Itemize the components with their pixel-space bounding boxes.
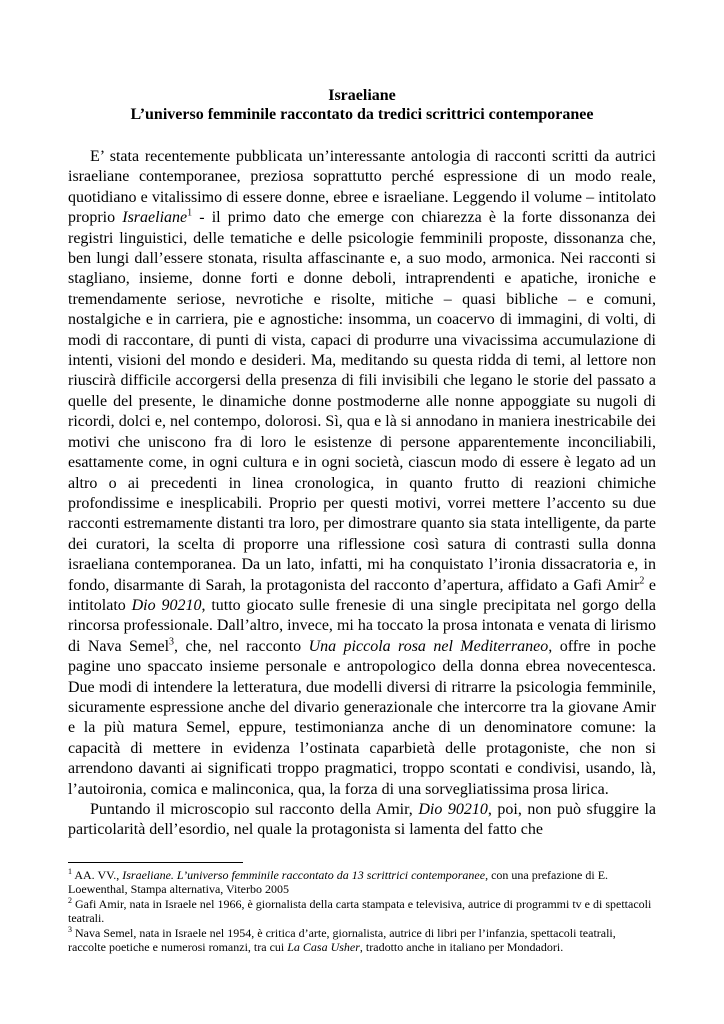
title-line-1: Israeliane: [328, 87, 396, 104]
paragraph-text: , offre in poche pagine uno spaccato insieme personale e antropologico della donna ebrea novecentesca. Due modi di intendere la letteratura, due modelli diversi di ritrarre la psicologia femminile, sicuramente espressione anche del divario generazionale che intercorre tra la giovane Amir e la più matura Semel, eppure, testimonianza anche di un denominatore comune: la capacità di mettere in evidenza l’ostinata caparbietà delle protagoniste, che non si arrendono davanti ai significati troppo pragmatici, troppo scontati e condivisi, usando, là, l’autoironia, comica e malinconica, qua, la forza di una sorvegliatissima prosa lirica.: [68, 637, 656, 798]
document-title: [68, 86, 656, 124]
paragraph-1: [68, 147, 656, 800]
paragraph-2: [68, 800, 656, 841]
footnote-ref-3: 3: [169, 636, 175, 648]
footnote-1: [68, 868, 656, 897]
paragraph-text: - il primo dato che emerge con chiarezza è la forte dissonanza dei registri linguistici, delle tematiche e delle psicologie femminili proposte, dissonanza che, ben lungi dall’essere stonata, risulta affascinante e, a suo modo, armonica. Nei racconti si stagliano, insieme, donne forti e donne deboli, intraprendenti e apatiche, ironiche e tremendamente seriose, nevrotiche e risolte, mitiche – quasi bibliche – e comuni, nostalgiche e in carriera, pie e agnostiche: insomma, un coacervo di immagini, di volti, di modi di raccontare, di punti di vista, capaci di produrre una vivacissima accumulazione di intenti, visioni del mondo e desideri. Ma, meditando su questa ridda di temi, al lettore non riuscirà difficile accorgersi della presenza di fili invisibili che legano le storie del passato a quelle del presente, le dinamiche donne postmoderne alle nonne appoggiate su nugoli di ricordi, dolci e, nel contempo, dolorosi. Sì, qua e là si annodano in maniera inestricabile dei motivi che uniscono fra di loro le esistenze di persone apparentemente inconciliabili, esattamente come, in ogni cultura e in ogni società, ciascun modo di essere è legato ad un altro o ai precedenti in linea cronologica, in quanto frutto di reazioni chimiche profondissime e inesplicabili. Proprio per questi motivi, vorrei mettere l’accento su due racconti estremamente distanti tra loro, per dimostrare quanto sia stata intelligente, da parte dei curatori, la scelta di proporre una riflessione così satura di contrasti sulla donna israeliana contemporanea. Da un lato, infatti, mi ha conquistato l’ironia dissacratoria e, in fondo, disarmante di Sarah, la protagonista del racconto d’apertura, affidato a Gafi Amir: [68, 209, 657, 594]
footnote-separator: [68, 862, 243, 863]
story-title: Dio 90210: [418, 801, 488, 818]
article-body: [68, 147, 656, 841]
footnote-ref-2: 2: [639, 575, 645, 587]
footnotes: [68, 868, 656, 954]
footnote-3: [68, 926, 656, 955]
footnote-text: Nava Semel, nata in Israele nel 1954, è critica d’arte, giornalista, autrice di libri per l’infanzia, spettacoli teatrali, raccolte poetiche e numerosi romanzi, tra cui: [68, 925, 616, 955]
paragraph-text: , tutto giocato sulle frenesie di una single precipitata nel gorgo della rincorsa professionale. Dall’altro, invece, mi ha toccato la prosa intonata e venata di lirismo di Nava Semel: [68, 596, 656, 655]
footnote-2: [68, 897, 656, 926]
paragraph-text: E’ stata recentemente pubblicata un’interessante antologia di racconti scritti da autrici israeliane contemporanee, preziosa soprattutto perché espressione di un modo reale, quotidiano e vitalissimo di essere donne, ebree e israeliane. Leggendo il volume – intitolato proprio: [68, 148, 656, 227]
footnote-number: 1: [68, 867, 72, 876]
footnote-book-title: Israeliane. L’universo femminile raccontato da 13 scrittrici contemporanee: [122, 868, 486, 882]
footnote-ref-1: 1: [187, 207, 193, 219]
footnote-text: Gafi Amir, nata in Israele nel 1966, è giornalista della carta stampata e televisiva, autrice di programmi tv e di spettacoli teatrali.: [68, 896, 652, 926]
paragraph-text: , che, nel racconto: [174, 637, 309, 655]
footnote-number: 3: [68, 924, 72, 934]
document-page: [68, 86, 656, 841]
footnote-text: , con una prefazione di E. Loewenthal, Stampa alternativa, Viterbo 2005: [68, 868, 609, 897]
paragraph-text: , poi, non può sfuggire la particolarità dell’esordio, nel quale la protagonista si lamenta del fatto che: [68, 801, 657, 839]
footnote-text: AA. VV.,: [72, 868, 123, 882]
story-title: Una piccola rosa nel Mediterraneo: [308, 637, 549, 655]
footnote-book-title: La Casa Usher: [287, 940, 360, 955]
footnote-text: , tradotto anche in italiano per Mondadori.: [359, 940, 564, 955]
paragraph-text: e intitolato: [68, 576, 657, 614]
story-title: Dio 90210: [131, 596, 202, 614]
footnote-number: 2: [68, 895, 72, 905]
paragraph-text: Puntando il microscopio sul racconto della Amir,: [90, 801, 419, 818]
title-line-2: L’universo femminile raccontato da tredici scrittrici contemporanee: [130, 106, 594, 123]
book-title: Israeliane: [122, 209, 188, 227]
